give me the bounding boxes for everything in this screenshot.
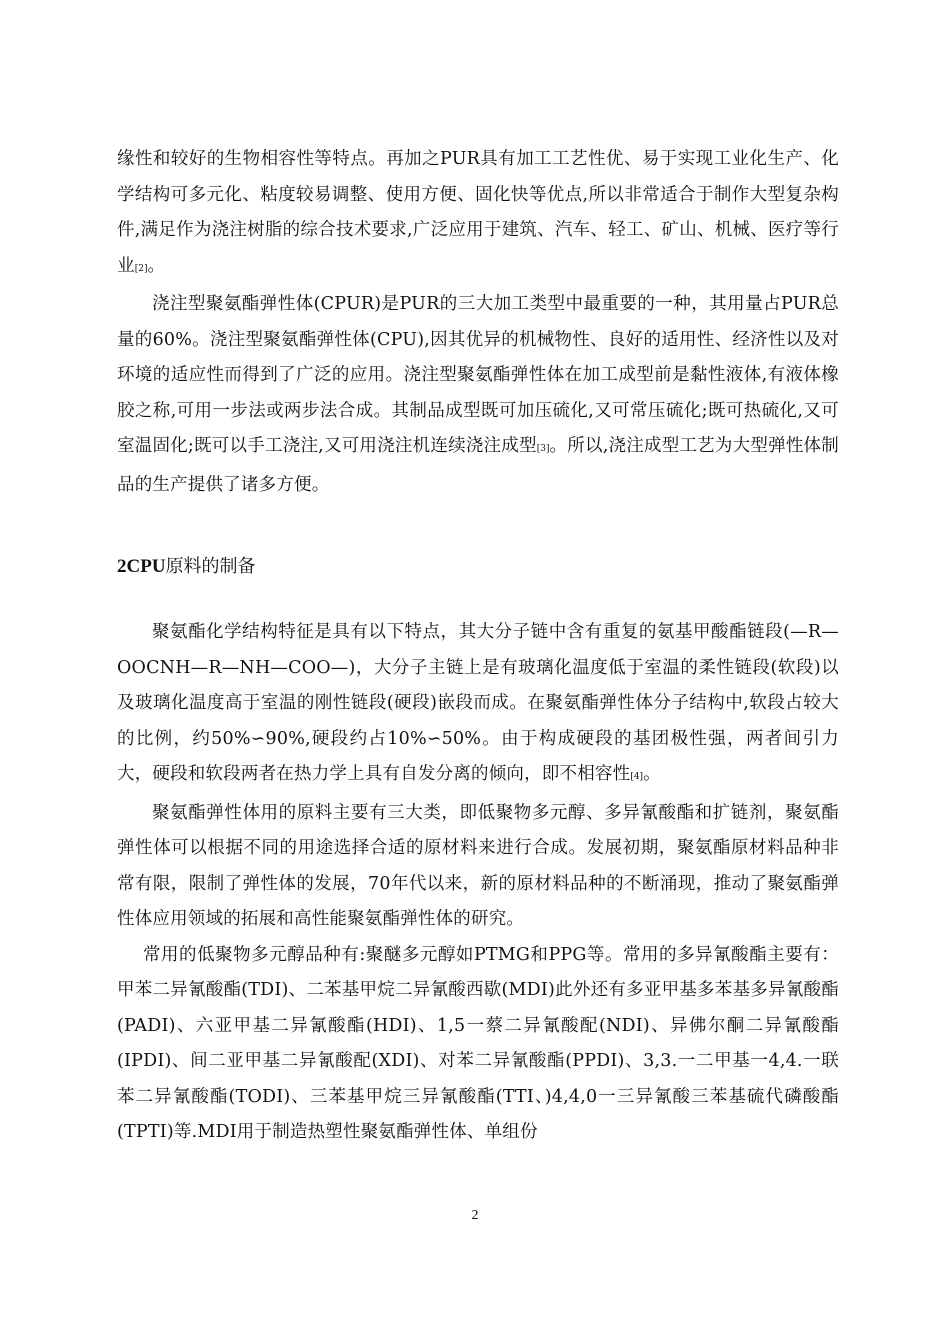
section-number: 2CPU — [117, 556, 166, 577]
paragraph-5 — [117, 938, 839, 1151]
paragraph-2-tail: 。所以,浇注成型工艺为大型弹性体制品的生产提供了诸多方便。 — [117, 436, 839, 495]
paragraph-4 — [117, 796, 839, 938]
page-number: 2 — [471, 1208, 479, 1223]
paragraph-5-text: 常用的低聚物多元醇品种有:聚醚多元醇如PTMG和PPG等。常用的多异氰酸酯主要有：甲苯二异氰酸酯(TDI)、二苯基甲烷二异氰酸西歇(MDI)此外还有多亚甲基多苯基多异氰酸酯(PADI)、六亚甲基二异氰酸酯(HDI)、1,5一蔡二异氰酸配(NDI)、异佛尔酮二异氰酸酯(IPDI)、间二亚甲基二异氰酸配(XDI)、对苯二异氰酸酯(PPDI)、3,3.一二甲基一4,4.一联苯二异氰酸酯(TODI)、三苯基甲烷三异氰酸酯(TTI、)4,4,0一三异氰酸三苯基硫代磷酸酯(TPTI)等.MDI用于制造热塑性聚氨酯弹性体、单组份 — [117, 944, 839, 1142]
paragraph-3-tail: 。 — [643, 764, 661, 784]
paragraph-1-tail: 。 — [147, 255, 166, 276]
section-title: 原料的制备 — [165, 556, 256, 577]
paragraph-1-text: 缘性和较好的生物相容性等特点。再加之PUR具有加工工艺性优、易于实现工业化生产、化学结构可多元化、粘度较易调整、使用方便、固化快等优点,所以非常适合于制作大型复杂构件,满足作为浇注树脂的综合技术要求,广泛应用于建筑、汽车、轻工、矿山、机械、医疗等行业 — [117, 149, 839, 276]
paragraph-3 — [117, 615, 839, 796]
citation-2: [2] — [134, 263, 148, 274]
paragraph-2-text: 浇注型聚氨酯弹性体(CPUR)是PUR的三大加工类型中最重要的一种，其用量占PUR总量的60%。浇注型聚氨酯弹性体(CPU),因其优异的机械物性、良好的适用性、经济性以及对环境的适应性而得到了广泛的应用。浇注型聚氨酯弹性体在加工成型前是黏性液体,有液体橡胶之称,可用一步法或两步法合成。其制品成型既可加压硫化,又可常压硫化;既可热硫化,又可室温固化;既可以手工浇注,又可用浇注机连续浇注成型 — [117, 294, 839, 456]
document-body — [117, 142, 839, 1151]
paragraph-4-text: 聚氨酯弹性体用的原料主要有三大类，即低聚物多元醇、多异氰酸酯和扩链剂，聚氨酯弹性体可以根据不同的用途选择合适的原材料来进行合成。发展初期，聚氨酯原材料品种非常有限，限制了弹性体的发展，70年代以来，新的原材料品种的不断涌现，推动了聚氨酯弹性体应用领域的拓展和高性能聚氨酯弹性体的研究。 — [117, 802, 839, 929]
paragraph-2 — [117, 287, 839, 503]
section-heading — [117, 553, 839, 581]
citation-4: [4] — [630, 772, 644, 782]
paragraph-3-text: 聚氨酯化学结构特征是具有以下特点，其大分子链中含有重复的氨基甲酸酯链段(—R—OOCNH—R—NH—COO—)，大分子主链上是有玻璃化温度低于室温的柔性链段(软段)以及玻璃化温度高于室温的刚性链段(硬段)嵌段而成。在聚氨酯弹性体分子结构中,软段占较大的比例，约50%∽90%,硬段约占10%∽50%。由于构成硬段的基团极性强，两者间引力大，硬段和软段两者在热力学上具有自发分离的倾向，即不相容性 — [117, 622, 839, 784]
paragraph-1 — [117, 142, 839, 287]
citation-3: [3] — [536, 444, 550, 454]
